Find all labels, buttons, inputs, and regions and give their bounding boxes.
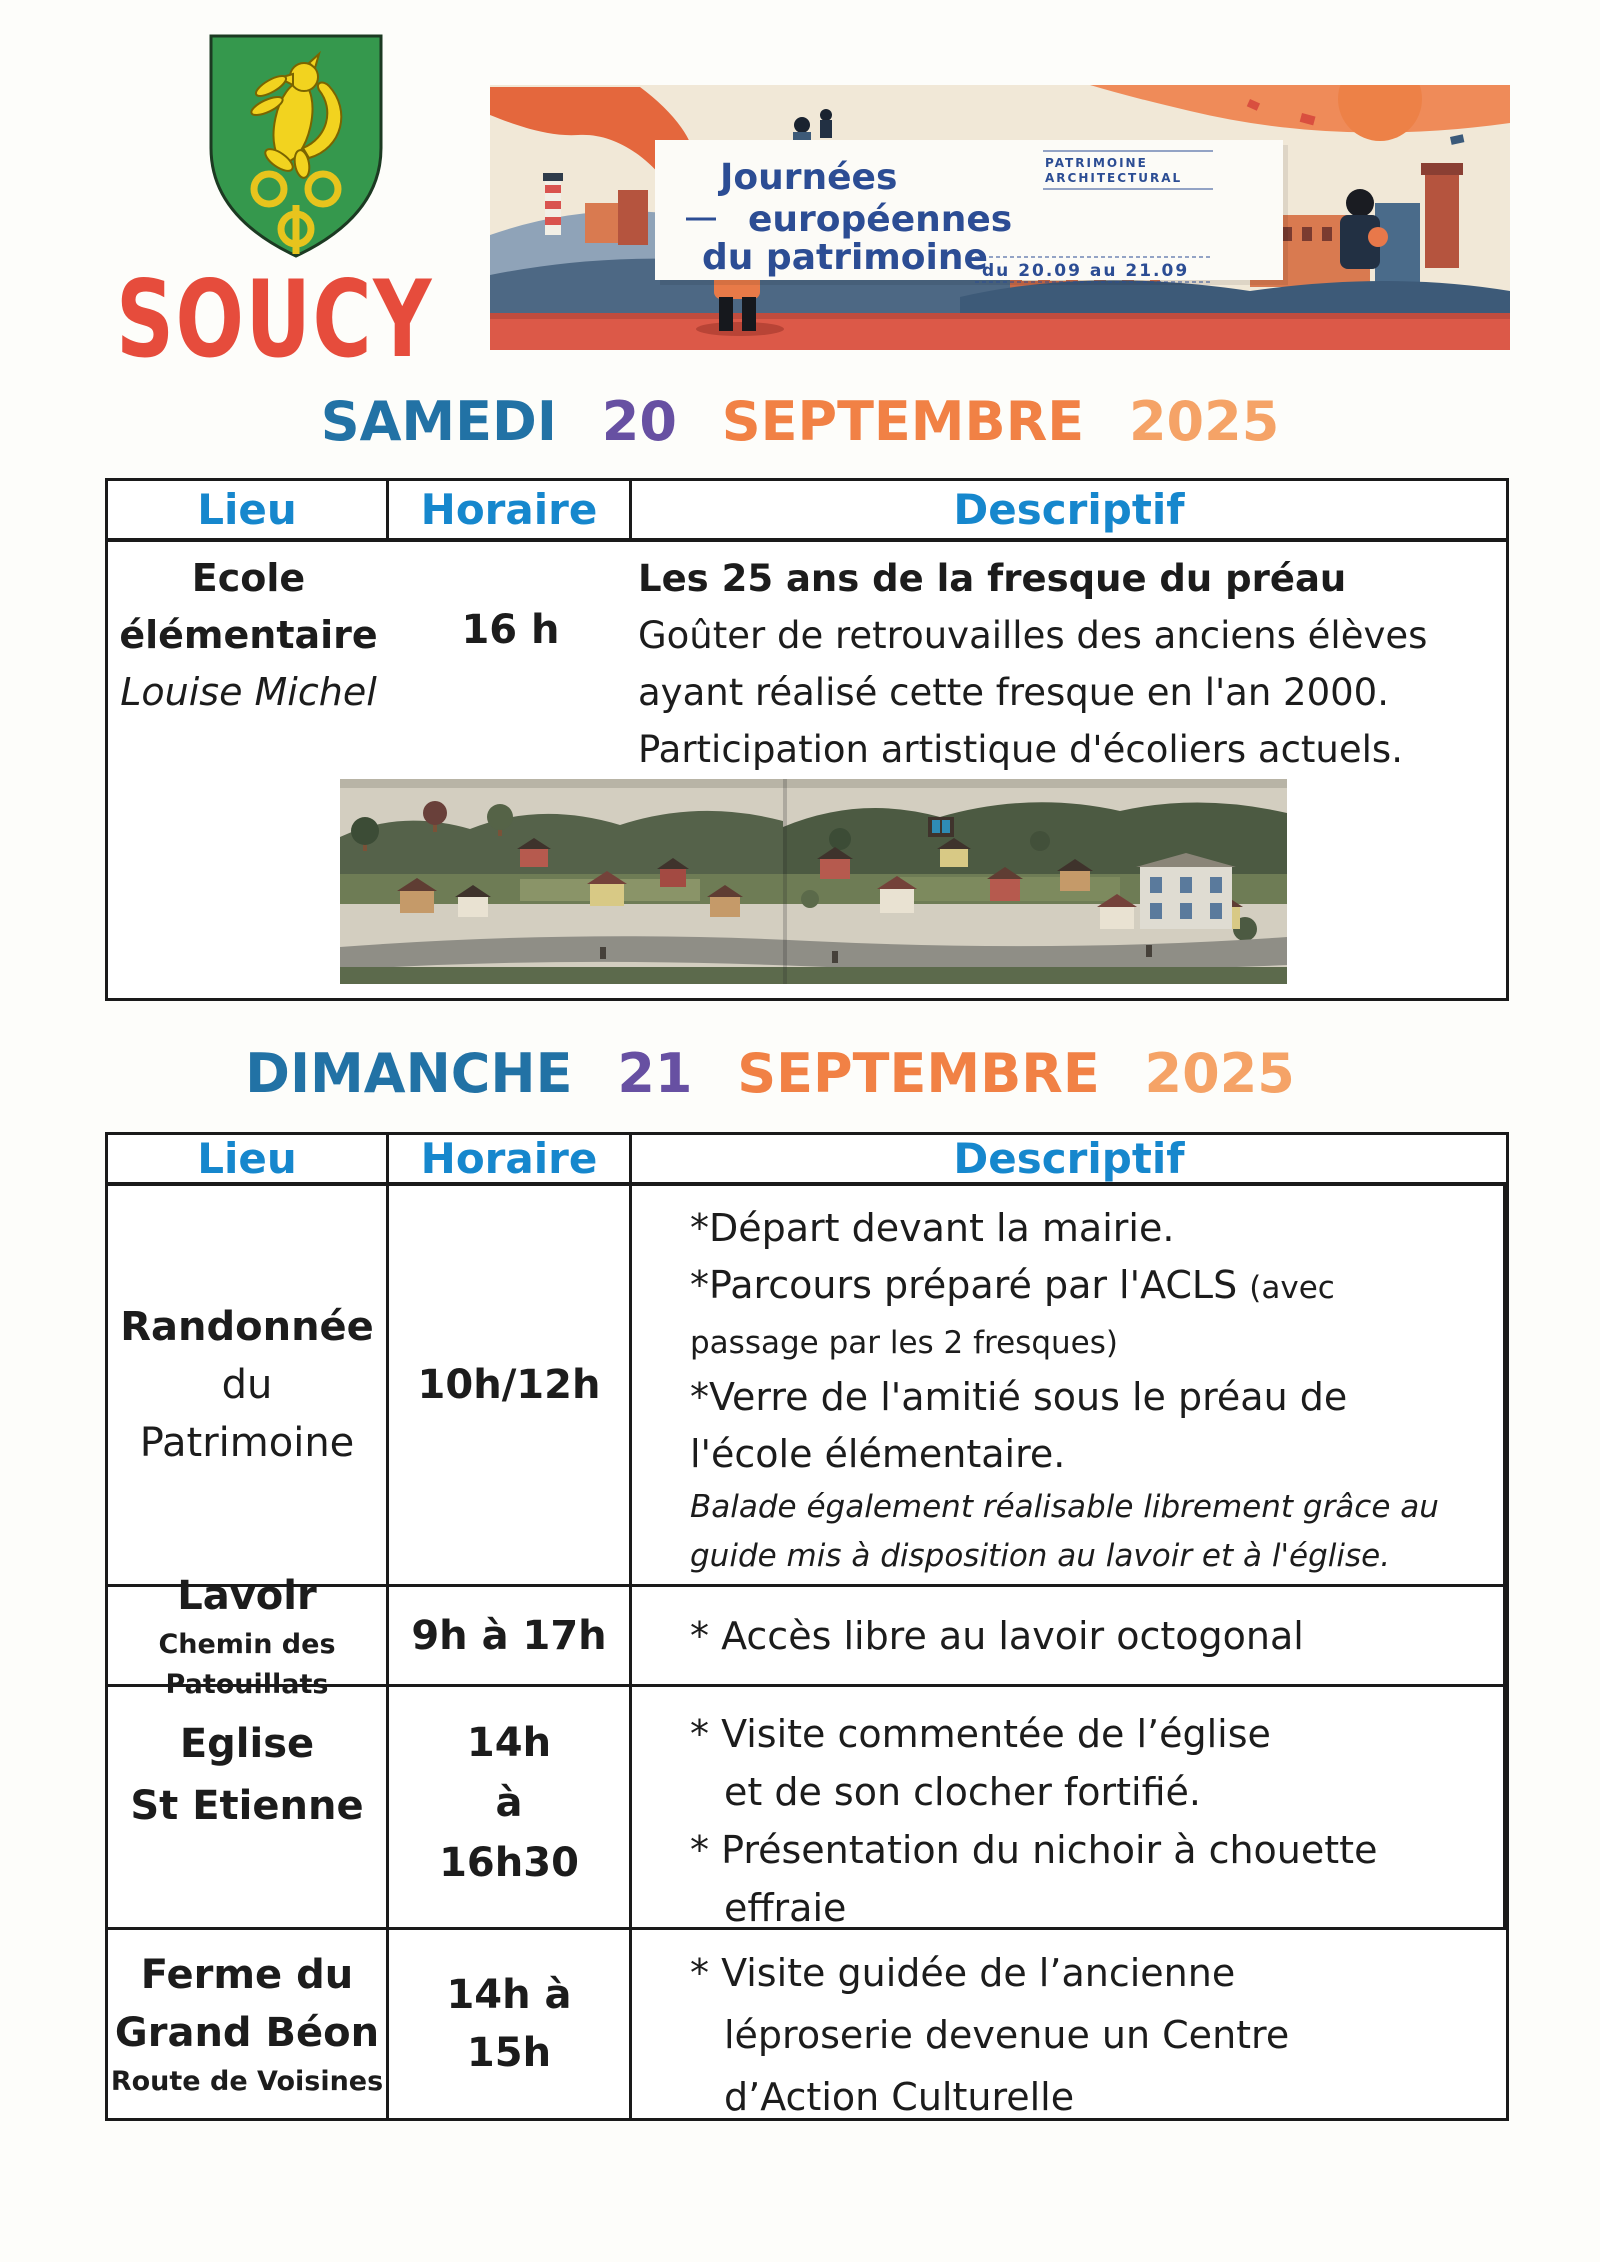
randonnee-horaire-value: 10h/12h — [417, 1362, 601, 1408]
figure-shadow — [696, 322, 784, 336]
banner-title-line2: européennes — [748, 199, 1013, 240]
lavoir-horaire-value: 9h à 17h — [411, 1612, 607, 1659]
randonnee-descriptif — [632, 1186, 1506, 1587]
sunday-date: 21 — [617, 1042, 693, 1105]
lavoir-horaire — [389, 1587, 632, 1687]
saturday-date: 20 — [601, 390, 677, 453]
saturday-desc-title: Les 25 ans de la fresque du préau — [638, 557, 1347, 600]
eglise-horaire — [389, 1687, 632, 1930]
ferme-desc-line2: léproserie devenue un Centre — [724, 2013, 1290, 2057]
randonnee-desc-line3: passage par les 2 fresques) — [690, 1325, 1118, 1361]
eglise-horaire-line3: 16h30 — [439, 1840, 579, 1886]
eglise-lieu — [108, 1687, 389, 1930]
randonnee-desc-line4: *Verre de l'amitié sous le préau de — [690, 1375, 1348, 1419]
ferme-horaire-line1: 14h à — [446, 1972, 572, 2018]
sunday-col-header-lieu: Lieu — [108, 1135, 389, 1186]
ferme-desc-line3: d’Action Culturelle — [724, 2075, 1075, 2119]
mural-mansion — [1136, 853, 1236, 929]
banner-title-line3: du patrimoine — [702, 237, 988, 278]
lavoir-lieu — [108, 1572, 389, 1700]
randonnee-desc-line1: *Départ devant la mairie. — [690, 1206, 1175, 1250]
sunday-col-header-descriptif: Descriptif — [632, 1135, 1506, 1186]
sunday-heading — [0, 1042, 1540, 1105]
banner-card — [655, 140, 1288, 285]
ferme-lieu-line3: Route de Voisines — [110, 2066, 384, 2097]
saturday-lieu-line2: élémentaire — [119, 613, 378, 657]
saturday-table — [105, 478, 1509, 1001]
randonnee-horaire — [389, 1186, 632, 1587]
eglise-desc-line4: effraie — [724, 1886, 847, 1930]
saturday-col-header-lieu: Lieu — [108, 481, 389, 542]
sunday-day: DIMANCHE — [245, 1042, 573, 1105]
fresque-photo — [340, 779, 1287, 984]
eglise-desc-line1: * Visite commentée de l’église — [690, 1712, 1271, 1756]
saturday-lieu-line3: Louise Michel — [120, 670, 377, 714]
eglise-horaire-line2: à — [495, 1780, 523, 1826]
saturday-horaire: 16 h — [461, 607, 560, 653]
ferme-descriptif — [632, 1930, 1506, 2118]
lavoir-lieu-line2: Chemin des Patouillats — [158, 1628, 336, 1700]
saturday-lieu-line1: Ecole — [191, 556, 306, 600]
ferme-horaire-line2: 15h — [466, 2030, 552, 2076]
saturday-col-header-horaire: Horaire — [389, 481, 632, 542]
heritage-days-banner — [490, 85, 1510, 350]
ferme-lieu-line2: Grand Béon — [114, 2010, 380, 2056]
eglise-desc-line2: et de son clocher fortifié. — [724, 1770, 1202, 1814]
randonnee-desc-note2: guide mis à disposition au lavoir et à l'église. — [690, 1538, 1391, 1574]
lavoir-lieu-line1: Lavoir — [177, 1572, 317, 1619]
randonnee-desc-line2-main: *Parcours préparé par l'ACLS — [690, 1263, 1250, 1307]
lavoir-desc-line1: * Accès libre au lavoir octogonal — [690, 1613, 1304, 1658]
lavoir-descriptif — [632, 1587, 1506, 1687]
randonnee-desc-line5: l'école élémentaire. — [690, 1432, 1066, 1476]
ferme-desc-line1: * Visite guidée de l’ancienne — [690, 1951, 1236, 1995]
ferme-lieu — [108, 1930, 389, 2118]
randonnee-desc-line2 — [690, 1257, 1503, 1317]
banner-title-line1: Journées — [720, 157, 898, 198]
sunday-month: SEPTEMBRE — [737, 1042, 1100, 1105]
eglise-horaire-line1: 14h — [466, 1720, 552, 1766]
randonnee-lieu-bold: Randonnée — [120, 1304, 374, 1350]
saturday-lieu — [108, 550, 389, 721]
banner-tag-line2: ARCHITECTURAL — [1045, 171, 1183, 185]
eglise-lieu-line1: Eglise — [179, 1721, 315, 1767]
saturday-day: SAMEDI — [320, 390, 557, 453]
banner-dates: du 20.09 au 21.09 — [982, 261, 1190, 281]
ferme-horaire — [389, 1930, 632, 2118]
saturday-desc-line3: Participation artistique d'écoliers actuels. — [638, 728, 1403, 771]
saturday-desc-line1: Goûter de retrouvailles des anciens élèves — [638, 614, 1428, 657]
soucy-coat-of-arms — [205, 30, 387, 262]
randonnee-desc-note1: Balade également réalisable librement grâce au — [690, 1489, 1439, 1525]
saturday-descriptif — [638, 550, 1427, 778]
sunday-table — [105, 1132, 1509, 2121]
saturday-month: SEPTEMBRE — [721, 390, 1085, 453]
saturday-desc-line2: ayant réalisé cette fresque en l'an 2000. — [638, 671, 1389, 714]
randonnee-desc-line2-small: (avec — [1249, 1270, 1335, 1306]
randonnee-lieu-line2: Patrimoine — [139, 1420, 355, 1466]
banner-tag-line1: PATRIMOINE — [1045, 156, 1148, 170]
ferme-lieu-line1: Ferme du — [140, 1952, 354, 1998]
saturday-col-header-descriptif: Descriptif — [632, 481, 1506, 542]
eglise-descriptif — [632, 1687, 1506, 1930]
saturday-year: 2025 — [1128, 390, 1280, 453]
sunday-col-header-horaire: Horaire — [389, 1135, 632, 1186]
saturday-heading — [0, 390, 1600, 453]
commune-name: SOUCY — [116, 258, 433, 381]
eglise-lieu-line2: St Etienne — [130, 1783, 364, 1829]
randonnee-lieu — [108, 1186, 389, 1587]
sunday-year: 2025 — [1144, 1042, 1295, 1105]
eglise-desc-line3: * Présentation du nichoir à chouette — [690, 1828, 1378, 1872]
randonnee-lieu-rest: du — [221, 1362, 273, 1408]
